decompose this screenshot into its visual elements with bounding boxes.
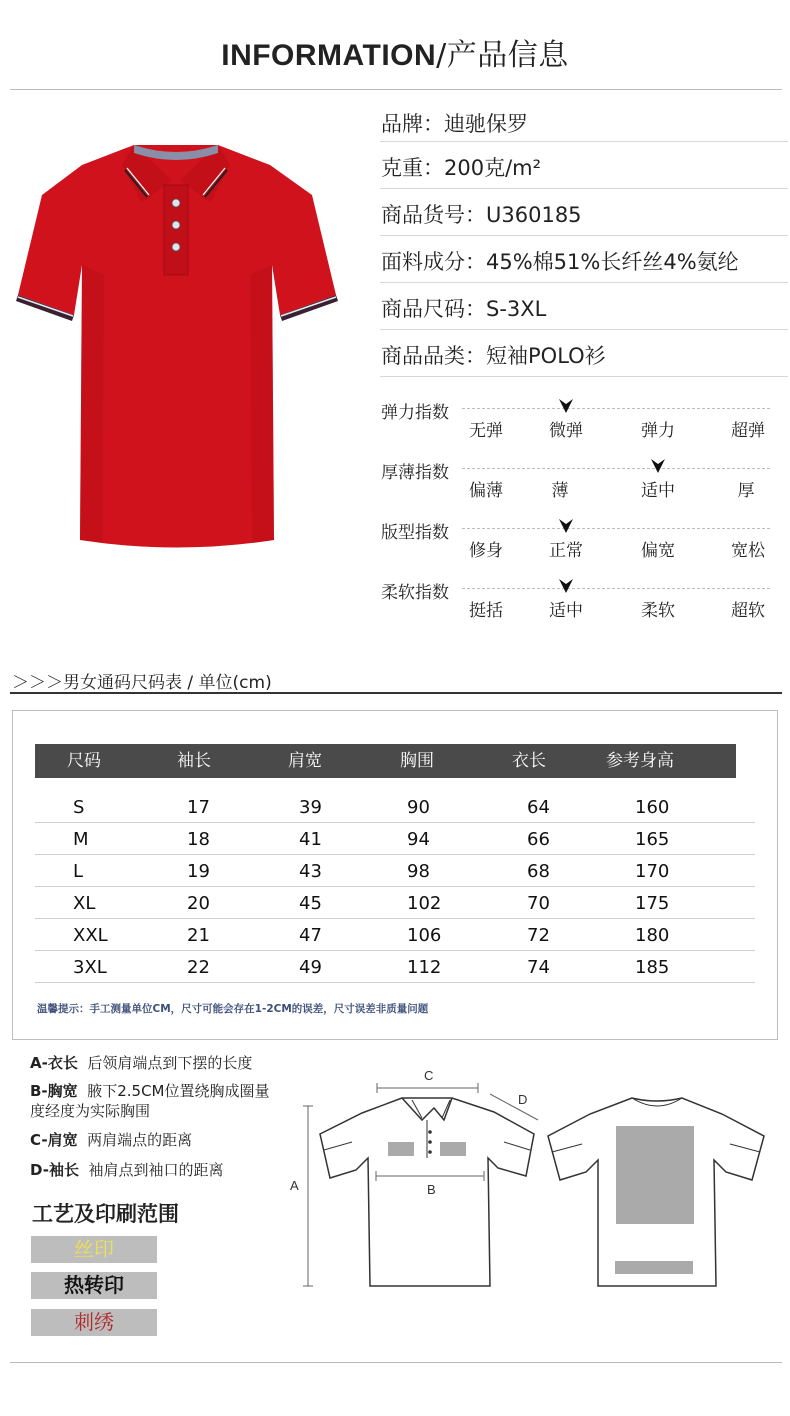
measurement-diagram [282, 1058, 782, 1298]
table-cell: 3XL [73, 957, 107, 978]
legend-key: C-肩宽 [30, 1131, 78, 1149]
legend-item-a [30, 1053, 280, 1073]
index-option: 无弹 [469, 421, 503, 441]
legend-item-c [30, 1130, 280, 1150]
legend-desc: 袖肩点到袖口的距离 [88, 1161, 224, 1179]
table-row [35, 791, 755, 823]
legend-desc: 两肩端点的距离 [87, 1131, 193, 1149]
table-cell: 45 [299, 893, 322, 914]
table-cell: 106 [407, 925, 442, 946]
table-cell: 20 [187, 893, 210, 914]
index-marker-icon [558, 578, 574, 594]
legend-key: A-衣长 [30, 1054, 78, 1072]
index-marker-icon [558, 518, 574, 534]
index-option: 宽松 [731, 541, 765, 561]
title-cn: /产品信息 [436, 38, 569, 73]
table-cell: 64 [527, 797, 550, 818]
index-scale-line [462, 468, 770, 469]
diagram-label-a: A [290, 1178, 299, 1193]
table-cell: 98 [407, 861, 430, 882]
column-header: 肩宽 [288, 751, 322, 771]
index-option: 挺括 [469, 601, 503, 621]
table-cell: 21 [187, 925, 210, 946]
table-cell: 70 [527, 893, 550, 914]
size-chart-label: ＞＞＞男女通码尺码表 / 单位(cm) [12, 673, 272, 693]
craft-title: 工艺及印刷范围 [32, 1202, 179, 1226]
table-cell: 175 [635, 893, 670, 914]
column-header: 衣长 [512, 751, 546, 771]
index-option: 修身 [469, 541, 503, 561]
divider [10, 692, 782, 694]
table-cell: 49 [299, 957, 322, 978]
product-image-red-polo [12, 125, 342, 555]
table-cell: 68 [527, 861, 550, 882]
legend-item-d [30, 1160, 280, 1180]
spec-brand: 品牌：迪驰保罗 [380, 98, 788, 142]
spec-item-no: 商品货号：U360185 [380, 189, 788, 236]
column-header: 胸围 [400, 751, 434, 771]
table-cell: 94 [407, 829, 430, 850]
table-row [35, 919, 755, 951]
spec-category: 商品品类：短袖POLO衫 [380, 330, 788, 377]
table-cell: 185 [635, 957, 670, 978]
table-cell: 22 [187, 957, 210, 978]
index-marker-icon [558, 398, 574, 414]
table-cell: 160 [635, 797, 670, 818]
table-row [35, 887, 755, 919]
index-option: 超弹 [731, 421, 765, 441]
divider [10, 89, 782, 90]
index-name: 版型指数 [381, 523, 449, 543]
table-cell: 180 [635, 925, 670, 946]
craft-silkscreen: 丝印 [31, 1236, 157, 1263]
index-row-elasticity [380, 392, 788, 452]
table-cell: 74 [527, 957, 550, 978]
size-table [12, 710, 778, 1040]
column-header: 参考身高 [606, 751, 674, 771]
index-row-fit [380, 512, 788, 572]
spec-list [380, 98, 788, 377]
index-marker-icon [650, 458, 666, 474]
index-option: 超软 [731, 601, 765, 621]
column-header: 袖长 [177, 751, 211, 771]
diagram-label-b: B [427, 1182, 436, 1197]
index-name: 弹力指数 [381, 403, 449, 423]
index-scale-line [462, 588, 770, 589]
table-cell: 102 [407, 893, 442, 914]
table-cell: 47 [299, 925, 322, 946]
legend-key: D-袖长 [30, 1161, 79, 1179]
title-en: INFORMATION [221, 39, 437, 72]
index-option: 适中 [641, 481, 675, 501]
index-option: 偏薄 [469, 481, 503, 501]
table-cell: 66 [527, 829, 550, 850]
table-cell: 90 [407, 797, 430, 818]
index-scale-line [462, 528, 770, 529]
table-header [35, 744, 736, 778]
table-cell: 112 [407, 957, 442, 978]
table-row [35, 951, 755, 983]
index-row-softness [380, 572, 788, 632]
index-panel [380, 392, 788, 632]
table-cell: XL [73, 893, 96, 914]
spec-fabric: 面料成分：45%棉51%长纤丝4%氨纶 [380, 236, 788, 283]
legend-item-b [30, 1081, 280, 1121]
table-cell: XXL [73, 925, 108, 946]
diagram-label-d: D [518, 1092, 528, 1107]
table-row [35, 855, 755, 887]
spec-weight: 克重：200克/m² [380, 142, 788, 189]
table-cell: 165 [635, 829, 670, 850]
index-option: 微弹 [549, 421, 583, 441]
table-cell: 72 [527, 925, 550, 946]
spec-size: 商品尺码：S-3XL [380, 283, 788, 330]
craft-embroidery: 刺绣 [31, 1309, 157, 1336]
index-name: 厚薄指数 [381, 463, 449, 483]
table-cell: 39 [299, 797, 322, 818]
index-option: 适中 [549, 601, 583, 621]
table-cell: 170 [635, 861, 670, 882]
table-cell: 19 [187, 861, 210, 882]
column-header: 尺码 [67, 751, 101, 771]
divider [10, 1362, 782, 1363]
table-cell: 17 [187, 797, 210, 818]
table-cell: M [73, 829, 89, 850]
table-cell: 18 [187, 829, 210, 850]
table-row [35, 823, 755, 855]
page-title [0, 30, 790, 74]
index-option: 偏宽 [641, 541, 675, 561]
index-option: 弹力 [641, 421, 675, 441]
index-row-thickness [380, 452, 788, 512]
index-option: 柔软 [641, 601, 675, 621]
craft-heat-transfer: 热转印 [31, 1272, 157, 1299]
table-cell: L [73, 861, 84, 882]
table-cell: 43 [299, 861, 322, 882]
diagram-label-c: C [424, 1068, 434, 1083]
index-name: 柔软指数 [381, 583, 449, 603]
legend-desc: 腋下2.5CM位置绕胸成圈量度经度为实际胸围 [30, 1082, 270, 1120]
legend-desc: 后领肩端点到下摆的长度 [87, 1054, 253, 1072]
table-cell: 41 [299, 829, 322, 850]
table-cell: S [73, 797, 85, 818]
index-scale-line [462, 408, 770, 409]
legend-key: B-胸宽 [30, 1082, 78, 1100]
measurement-note: 温馨提示：手工测量单位CM，尺寸可能会存在1-2CM的误差，尺寸误差非质量问题 [37, 1003, 429, 1015]
index-option: 厚 [737, 481, 755, 501]
index-option: 薄 [551, 481, 569, 501]
index-option: 正常 [549, 541, 583, 561]
